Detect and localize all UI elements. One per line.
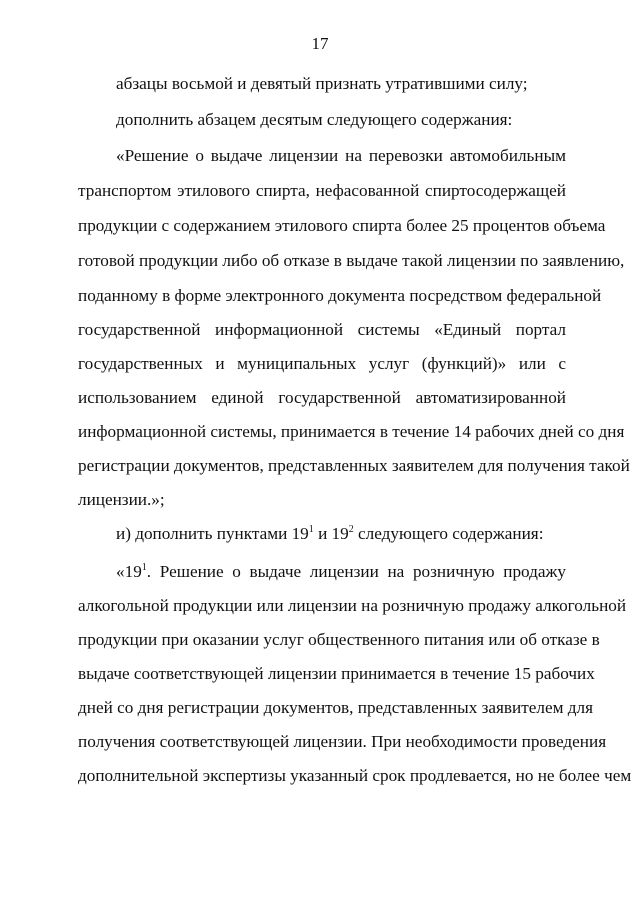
text-line: государственных и муниципальных услуг (функций)» или с [78,354,566,373]
text-line: получения соответствующей лицензии. При необходимости проведения [78,732,607,751]
text-line: продукции при оказании услуг общественного питания или об отказе в [78,630,600,649]
text-line: транспортом этилового спирта, нефасованной спиртосодержащей [78,181,566,200]
text-line: государственной информационной системы «Единый портал [78,320,566,339]
text-line: продукции с содержанием этилового спирта более 25 процентов объема [78,216,606,235]
text-line: абзацы восьмой и девятый признать утратившими силу; [116,74,528,93]
text-line: алкогольной продукции или лицензии на розничную продажу алкогольной [78,596,627,615]
text-line [116,562,566,582]
text-fragment: и 19 [313,524,349,543]
text-line: лицензии.»; [78,490,165,509]
text-line [116,524,566,544]
text-fragment: и) дополнить пунктами 19 [116,524,309,543]
text-line: дополнить абзацем десятым следующего содержания: [116,110,513,129]
text-line: использованием единой государственной автоматизированной [78,388,566,407]
superscript: 1 [141,562,147,573]
text-line: готовой продукции либо об отказе в выдаче такой лицензии по заявлению, [78,251,625,270]
superscript: 1 [308,524,314,535]
text-line: выдаче соответствующей лицензии принимается в течение 15 рабочих [78,664,595,683]
text-fragment: следующего содержания: [353,524,544,543]
text-line: поданному в форме электронного документа посредством федеральной [78,286,602,305]
text-line: дней со дня регистрации документов, представленных заявителем для [78,698,593,717]
text-fragment: «19 [116,562,142,581]
text-line: «Решение о выдаче лицензии на перевозки автомобильным [116,146,566,165]
page-number: 17 [311,34,329,53]
superscript: 2 [348,524,354,535]
text-line: регистрации документов, представленных заявителем для получения такой [78,456,630,475]
text-line: дополнительной экспертизы указанный срок продлевается, но не более чем [78,766,632,785]
text-line: информационной системы, принимается в течение 14 рабочих дней со дня [78,422,625,441]
text-fragment: . Решение о выдаче лицензии на розничную продажу [146,562,566,581]
